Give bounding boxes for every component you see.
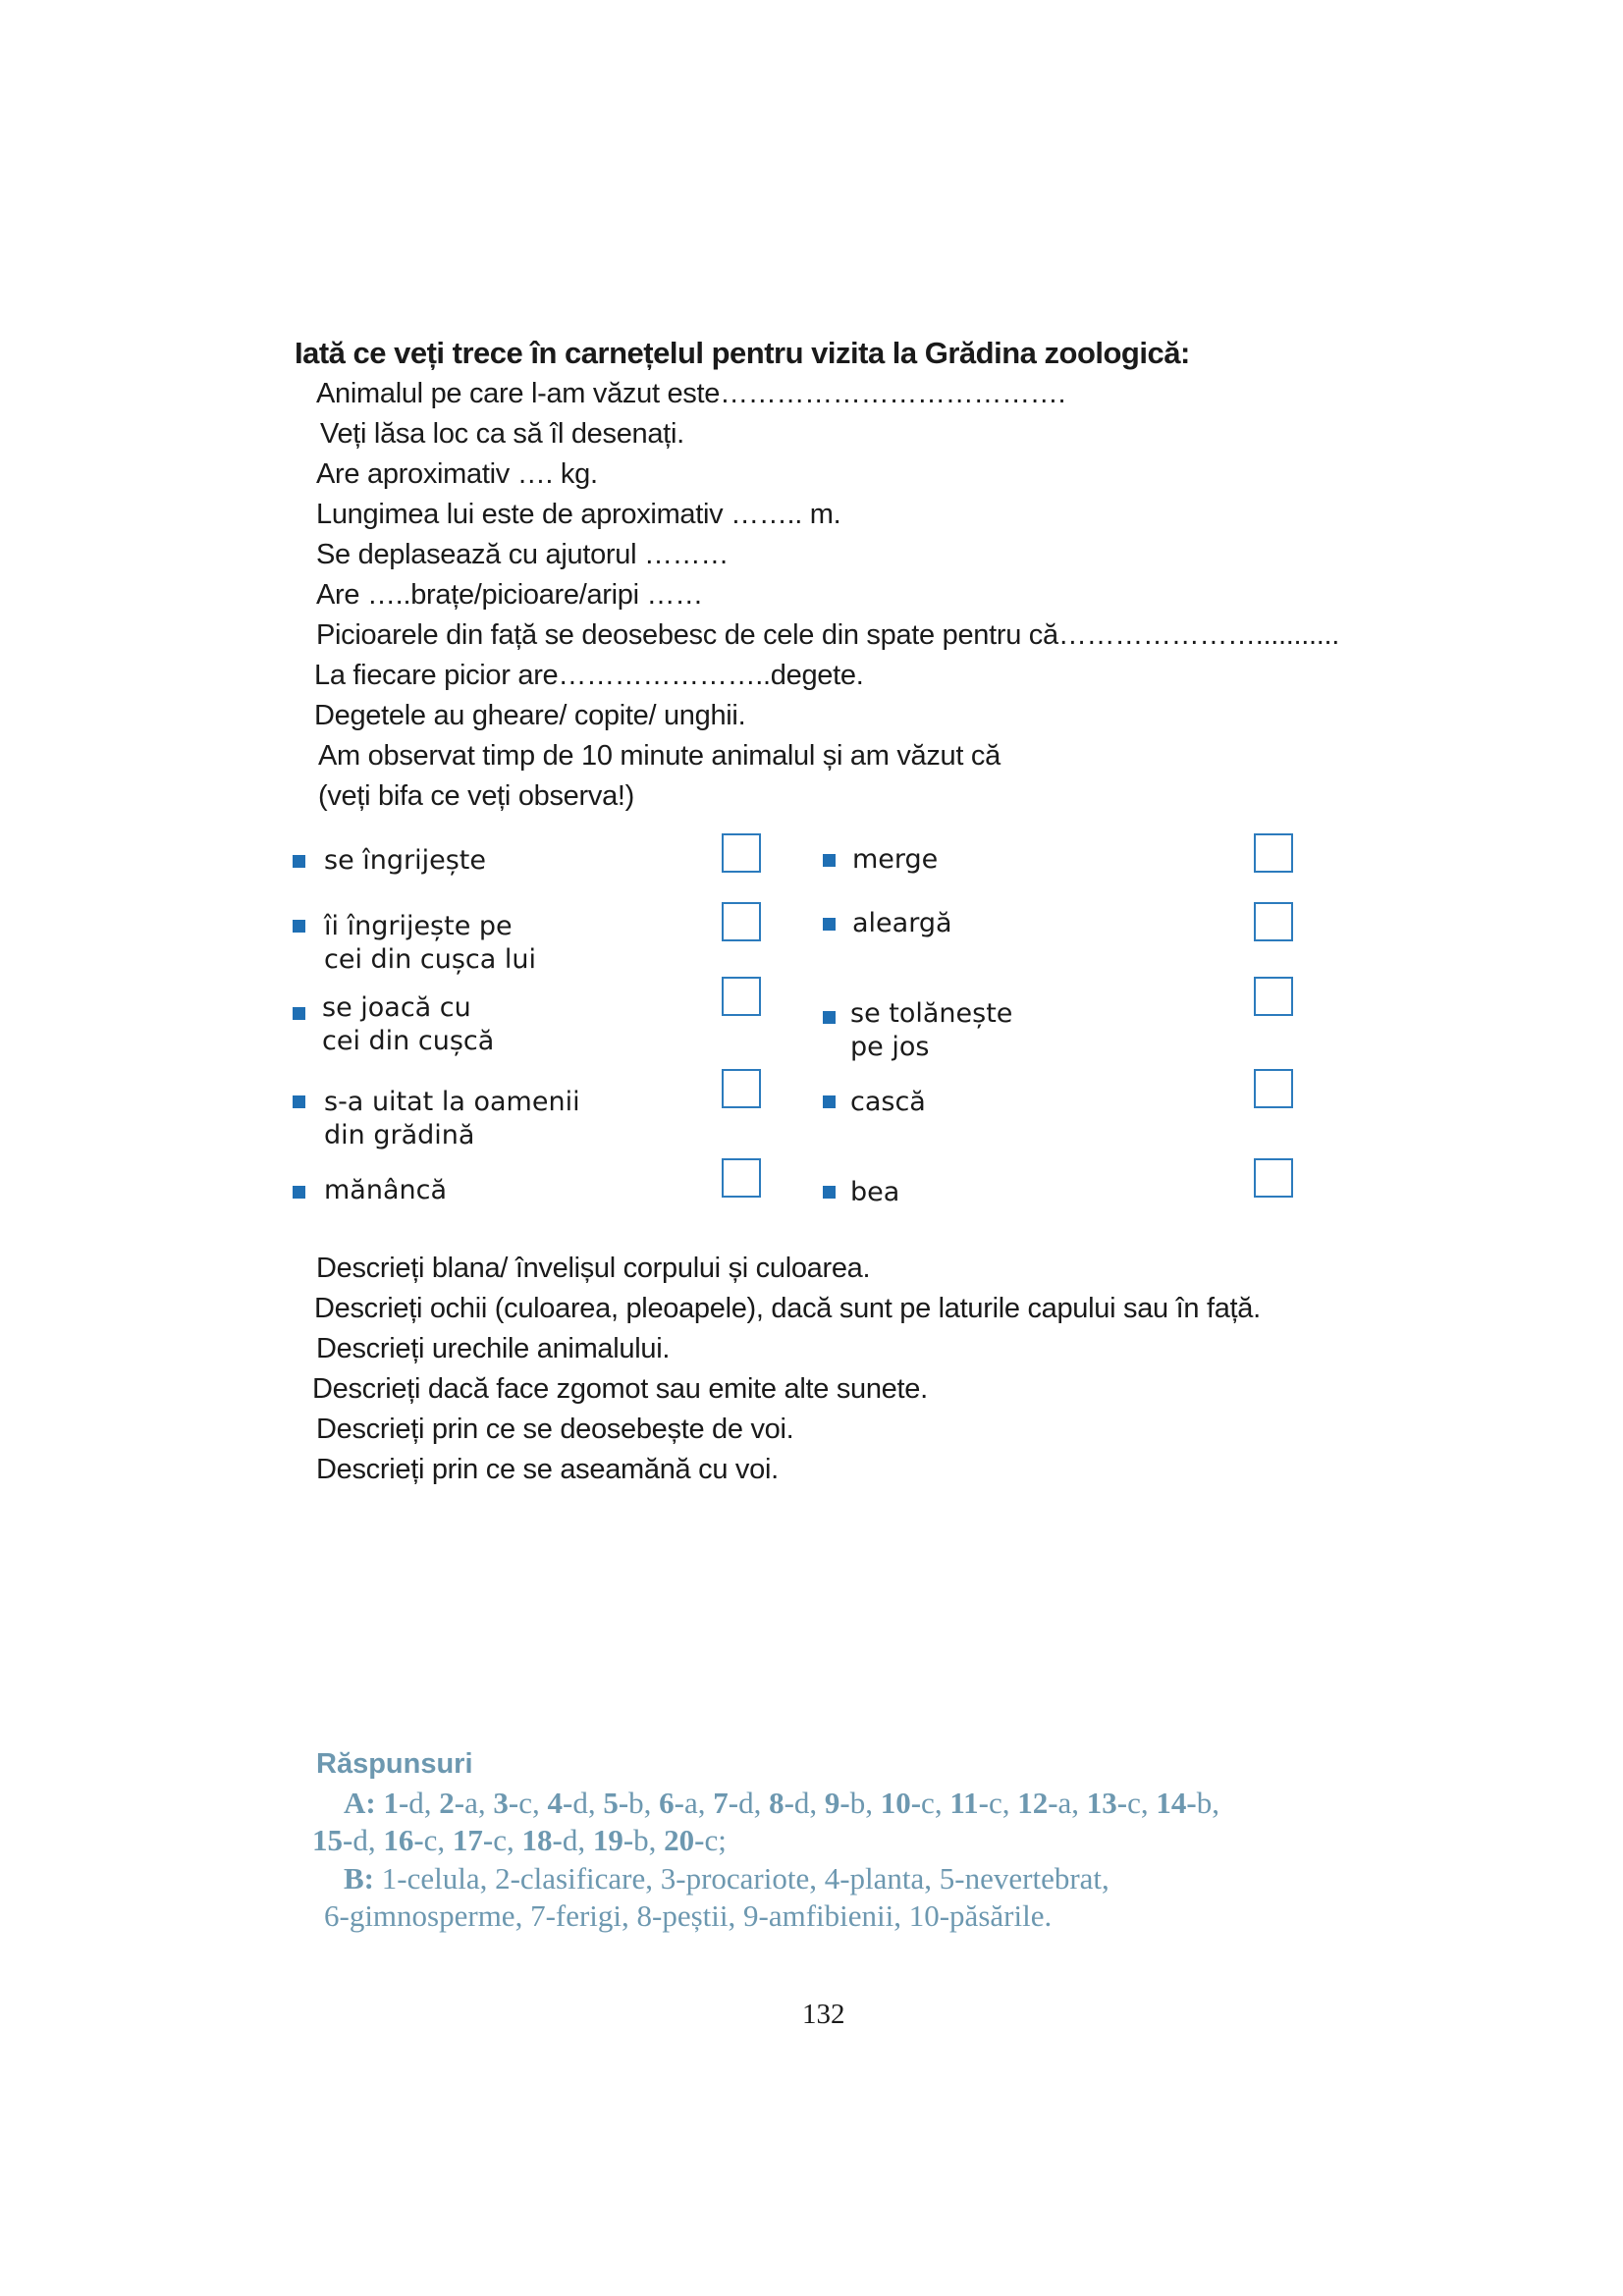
answers-a-label: A: (344, 1786, 376, 1820)
bullet-icon (293, 1095, 305, 1108)
answer-item: 13-c (1086, 1786, 1141, 1820)
answers-b-line-1: B: 1-celula, 2-clasificare, 3-procariote, 4-planta, 5-nevertebrat, (344, 1861, 1109, 1896)
prompt-weight: Are aproximativ …. kg. (316, 458, 598, 490)
intro-title: Iată ce veți trece în carnețelul pentru vizita la Grădina zoologică: (295, 336, 1190, 370)
bullet-icon (293, 920, 305, 933)
bullet-icon (823, 854, 836, 867)
answer-item: 4-d (547, 1786, 588, 1820)
bullet-icon (293, 1186, 305, 1199)
answer-item: 7-d (713, 1786, 754, 1820)
prompt-fingers: La fiecare picior are…………………..degete. (314, 660, 864, 691)
checklist-item-label: merge (852, 844, 939, 875)
prompt-legs-difference: Picioarele din față se deosebesc de cele din spate pentru că…………………........... (316, 619, 1340, 651)
prompt-instruction: (veți bifa ce veți observa!) (318, 780, 635, 812)
checklist-item-label: mănâncă (324, 1175, 448, 1205)
answer-item: 12-a (1017, 1786, 1072, 1820)
bullet-icon (823, 918, 836, 931)
answers-b-line-2: 6-gimnosperme, 7-ferigi, 8-peștii, 9-amfibienii, 10-păsările. (324, 1898, 1053, 1933)
page-number: 132 (802, 1999, 845, 2030)
checkbox-se-tolaneste[interactable] (1254, 977, 1293, 1016)
answer-item: 16-c (383, 1823, 438, 1857)
answer-item: 5-b (603, 1786, 644, 1820)
describe-eyes: Descrieți ochii (culoarea, pleoapele), dacă sunt pe laturile capului sau în față. (314, 1293, 1261, 1324)
answers-heading: Răspunsuri (316, 1748, 473, 1780)
answers-a-line-1: A: 1-d, 2-a, 3-c, 4-d, 5-b, 6-a, 7-d, 8-d, 9-b, 10-c, 11-c, 12-a, 13-c, 14-b, (344, 1786, 1219, 1820)
describe-fur: Descrieți blana/ învelișul corpului și culoarea. (316, 1253, 871, 1284)
answer-item: 6-a (659, 1786, 698, 1820)
checklist-item-label: îi îngrijește pe cei din cușca lui (324, 911, 536, 975)
prompt-limbs: Are …..brațe/picioare/aripi …… (316, 579, 703, 611)
checklist-item-label: se îngrijește (324, 845, 486, 876)
describe-sounds: Descrieți dacă face zgomot sau emite alte sunete. (312, 1373, 928, 1405)
checkbox-alearga[interactable] (1254, 902, 1293, 941)
prompt-movement: Se deplasează cu ajutorul ……… (316, 539, 730, 570)
checkbox-s-a-uitat[interactable] (722, 1069, 761, 1108)
answer-item: 9-b (824, 1786, 866, 1820)
answer-item: 17-c (452, 1823, 508, 1857)
answer-item: 15-d (312, 1823, 368, 1857)
prompt-length: Lungimea lui este de aproximativ …….. m. (316, 499, 841, 530)
answer-item: 8-d (769, 1786, 810, 1820)
bullet-icon (823, 1186, 836, 1199)
checklist-item-label: bea (850, 1177, 900, 1207)
checklist-item-label: aleargă (852, 908, 952, 938)
checkbox-casca[interactable] (1254, 1069, 1293, 1108)
answer-item: 11-c (949, 1786, 1002, 1820)
checkbox-bea[interactable] (1254, 1158, 1293, 1198)
answer-item: 14-b (1156, 1786, 1213, 1820)
describe-differences: Descrieți prin ce se deosebește de voi. (316, 1414, 794, 1445)
answer-item: 1-d (383, 1786, 424, 1820)
describe-ears: Descrieți urechile animalului. (316, 1333, 671, 1364)
bullet-icon (823, 1011, 836, 1024)
checklist-item-label: se joacă cu cei din cușcă (322, 992, 495, 1056)
checklist-item-label: se tolănește pe jos (850, 998, 1013, 1062)
answers-a-line-2: 15-d, 16-c, 17-c, 18-d, 19-b, 20-c; (312, 1823, 727, 1857)
checkbox-mananca[interactable] (722, 1158, 761, 1198)
checkbox-se-joaca[interactable] (722, 977, 761, 1016)
bullet-icon (823, 1095, 836, 1108)
answer-item: 19-b (592, 1823, 649, 1857)
checkbox-se-ingrijeste[interactable] (722, 833, 761, 873)
prompt-observation: Am observat timp de 10 minute animalul și am văzut că (318, 740, 1001, 772)
answer-item: 3-c (493, 1786, 532, 1820)
bullet-icon (293, 855, 305, 868)
checkbox-ii-ingrijeste[interactable] (722, 902, 761, 941)
answer-item: 10-c (880, 1786, 935, 1820)
prompt-animal-name: Animalul pe care l-am văzut este………………………………. (316, 378, 1066, 409)
bullet-icon (293, 1007, 305, 1020)
prompt-claws: Degetele au gheare/ copite/ unghii. (314, 700, 746, 731)
answer-item: 2-a (439, 1786, 478, 1820)
answers-b-label: B: (344, 1861, 374, 1896)
prompt-draw: Veți lăsa loc ca să îl desenați. (320, 418, 684, 450)
checklist-item-label: s-a uitat la oamenii din grădină (324, 1087, 580, 1150)
describe-similarities: Descrieți prin ce se aseamănă cu voi. (316, 1454, 779, 1485)
checklist-item-label: cască (850, 1087, 926, 1117)
answer-item: 18-d (521, 1823, 578, 1857)
checkbox-merge[interactable] (1254, 833, 1293, 873)
answer-item: 20-c (664, 1823, 719, 1857)
